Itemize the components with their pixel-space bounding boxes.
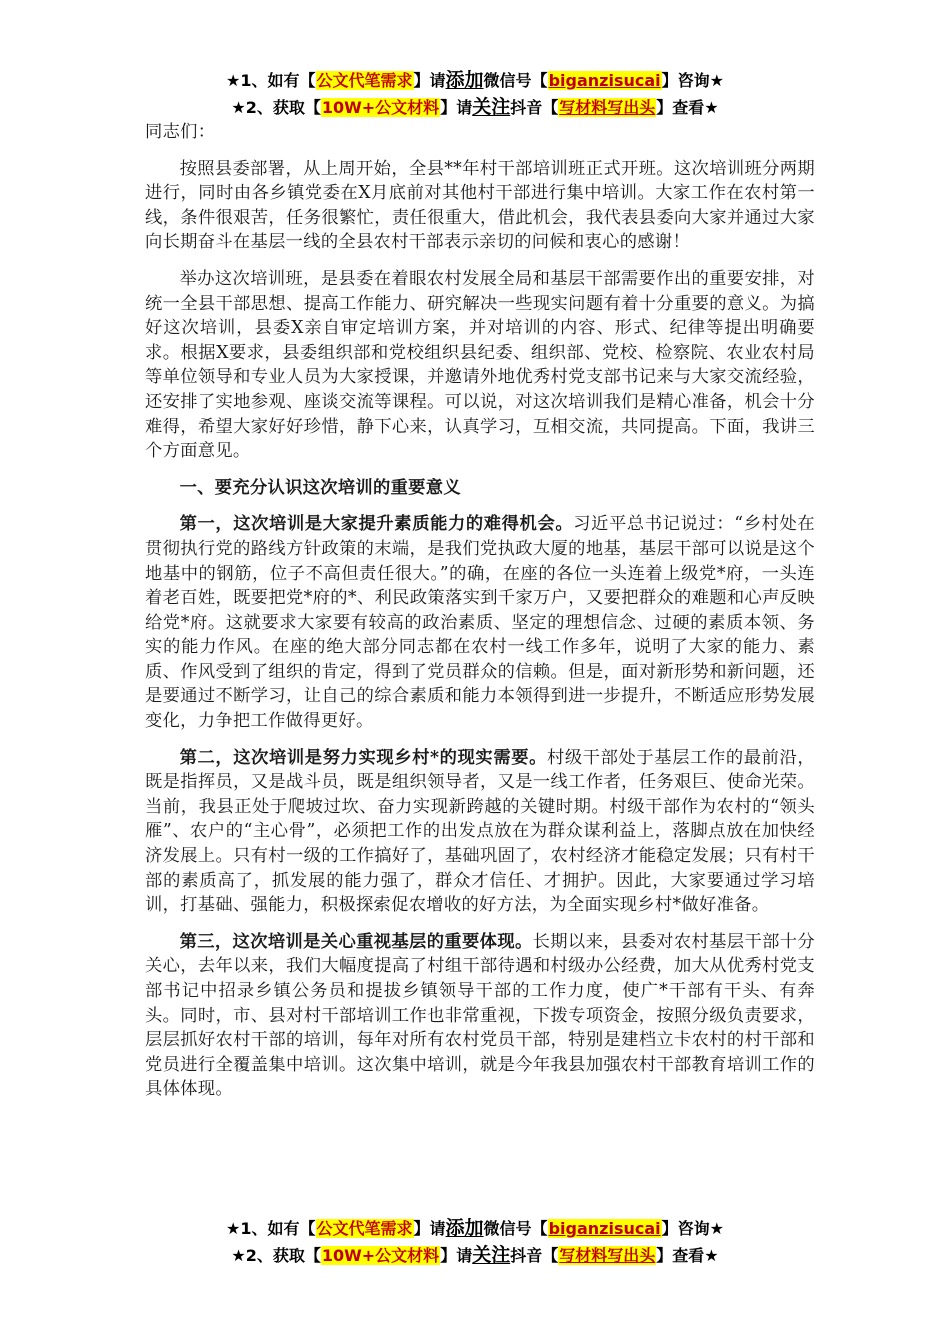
wechat-id[interactable]: biganzisucai bbox=[548, 1219, 661, 1238]
highlight-materials: 10W+公文材料 bbox=[321, 1246, 440, 1265]
banner-text: 微信号【 bbox=[483, 71, 548, 90]
highlight-service: 公文代笔需求 bbox=[316, 1219, 413, 1238]
paragraph-point-1 bbox=[145, 512, 815, 733]
document-body bbox=[145, 120, 815, 1114]
banner-text: 】请 bbox=[413, 71, 446, 90]
point-1-body: 习近平总书记说过：“乡村处在贯彻执行党的路线方针政策的末端，是我们党执政大厦的地基，基层干部可以说是这个地基中的钢筋，位子不高但责任很大。”的确，在座的各位一头连着上级党*府，一头连着老百姓，既要把党*府的*、利民政策落实到千家万户，又要把群众的难题和心声反映给党*府。这就要求大家要有较高的政治素质、坚定的理想信念、过硬的素质本领、务实的能力作风。在座的绝大部分同志都在农村一线工作多年，说明了大家的能力、素质、作风受到了组织的肯定，得到了党员群众的信赖。但是，面对新形势和新问题，还是要通过不断学习，让自己的综合素质和能力本领得到进一步提升，不断适应形势发展变化，力争把工作做得更好。 bbox=[145, 514, 815, 732]
banner-text: ★2、获取【 bbox=[231, 1246, 321, 1265]
emphasis-follow: 关注 bbox=[472, 1244, 511, 1266]
emphasis-follow: 关注 bbox=[472, 96, 511, 118]
header-banner bbox=[0, 67, 950, 121]
paragraph-purpose: 举办这次培训班，是县委在着眼农村发展全局和基层干部需要作出的重要安排，对统一全县干部思想、提高工作能力、研究解决一些现实问题有着十分重要的意义。为搞好这次培训，县委X亲自审定培训方案，并对培训的内容、形式、纪律等提出明确要求。根据X要求，县委组织部和党校组织县纪委、组织部、党校、检察院、农业农村局等单位领导和专业人员为大家授课，并邀请外地优秀村党支部书记来与大家交流经验，还安排了实地参观、座谈交流等课程。可以说，对这次培训我们是精心准备，机会十分难得，希望大家好好珍惜，静下心来，认真学习，互相交流，共同提高。下面，我讲三个方面意见。 bbox=[145, 268, 815, 462]
point-1-lead: 第一，这次培训是大家提升素质能力的难得机会。 bbox=[179, 514, 574, 535]
banner-text: 】请 bbox=[440, 1246, 473, 1265]
paragraph-intro: 按照县委部署，从上周开始，全县**年村干部培训班正式开班。这次培训班分两期进行，同时由各乡镇党委在X月底前对其他村干部进行集中培训。大家工作在农村第一线，条件很艰苦，任务很繁忙，责任很重大，借此机会，我代表县委向大家并通过大家向长期奋斗在基层一线的全县农村干部表示亲切的问候和衷心的感谢！ bbox=[145, 158, 815, 253]
banner-text: ★1、如有【 bbox=[226, 71, 316, 90]
banner-text: 】查看★ bbox=[656, 1246, 719, 1265]
point-2-lead: 第二，这次培训是努力实现乡村*的现实需要。 bbox=[179, 747, 547, 768]
paragraph-point-2 bbox=[145, 746, 815, 918]
section-heading-1: 一、要充分认识这次培训的重要意义 bbox=[179, 477, 461, 498]
highlight-materials: 10W+公文材料 bbox=[321, 98, 440, 117]
point-2-body: 村级干部处于基层工作的最前沿，既是指挥员，又是战斗员，既是组织领导者，又是一线工作者，任务艰巨、使命光荣。当前，我县正处于爬坡过坎、奋力实现新跨越的关键时期。村级干部作为农村的“领头雁”、农户的“主心骨”，必须把工作的出发点放在为群众谋利益上，落脚点放在加快经济发展上。只有村一级的工作搞好了，基础巩固了，农村经济才能稳定发展；只有村干部的素质高了，抓发展的能力强了，群众才信任、才拥护。因此，大家要通过学习培训，打基础、强能力，积极探索促农增收的好方法，为全面实现乡村*做好准备。 bbox=[145, 747, 815, 916]
highlight-service: 公文代笔需求 bbox=[316, 71, 413, 90]
banner-text: 】请 bbox=[440, 98, 473, 117]
paragraph-point-3 bbox=[145, 930, 815, 1102]
banner-text: ★1、如有【 bbox=[226, 1219, 316, 1238]
banner-line-1 bbox=[0, 67, 950, 94]
wechat-id[interactable]: biganzisucai bbox=[548, 71, 661, 90]
banner-text: 微信号【 bbox=[483, 1219, 548, 1238]
banner-text: 】咨询★ bbox=[661, 1219, 724, 1238]
point-3-lead: 第三，这次培训是关心重视基层的重要体现。 bbox=[179, 931, 533, 952]
banner-line-1 bbox=[0, 1215, 950, 1242]
banner-text: 】查看★ bbox=[656, 98, 719, 117]
banner-line-2 bbox=[0, 94, 950, 121]
banner-text: 】咨询★ bbox=[661, 71, 724, 90]
banner-text: 抖音【 bbox=[510, 1246, 559, 1265]
salutation: 同志们： bbox=[145, 122, 216, 142]
banner-text: 抖音【 bbox=[510, 98, 559, 117]
douyin-account[interactable]: 写材料写出头 bbox=[559, 1246, 656, 1265]
banner-line-2 bbox=[0, 1242, 950, 1269]
banner-text: ★2、获取【 bbox=[231, 98, 321, 117]
emphasis-add: 添加 bbox=[445, 69, 484, 91]
douyin-account[interactable]: 写材料写出头 bbox=[559, 98, 656, 117]
point-3-body: 长期以来，县委对农村基层干部十分关心，去年以来，我们大幅度提高了村组干部待遇和村级办公经费，加大从优秀村党支部书记中招录乡镇公务员和提拔乡镇领导干部的工作力度，使广*干部有干头、有奔头。同时，市、县对村干部培训工作也非常重视，下拨专项资金，按照分级负责要求，层层抓好农村干部的培训，每年对所有农村党员干部，特别是建档立卡农村的村干部和党员进行全覆盖集中培训。这次集中培训，就是今年我县加强农村干部教育培训工作的具体体现。 bbox=[145, 931, 815, 1100]
footer-banner bbox=[0, 1215, 950, 1269]
emphasis-add: 添加 bbox=[445, 1217, 484, 1239]
banner-text: 】请 bbox=[413, 1219, 446, 1238]
